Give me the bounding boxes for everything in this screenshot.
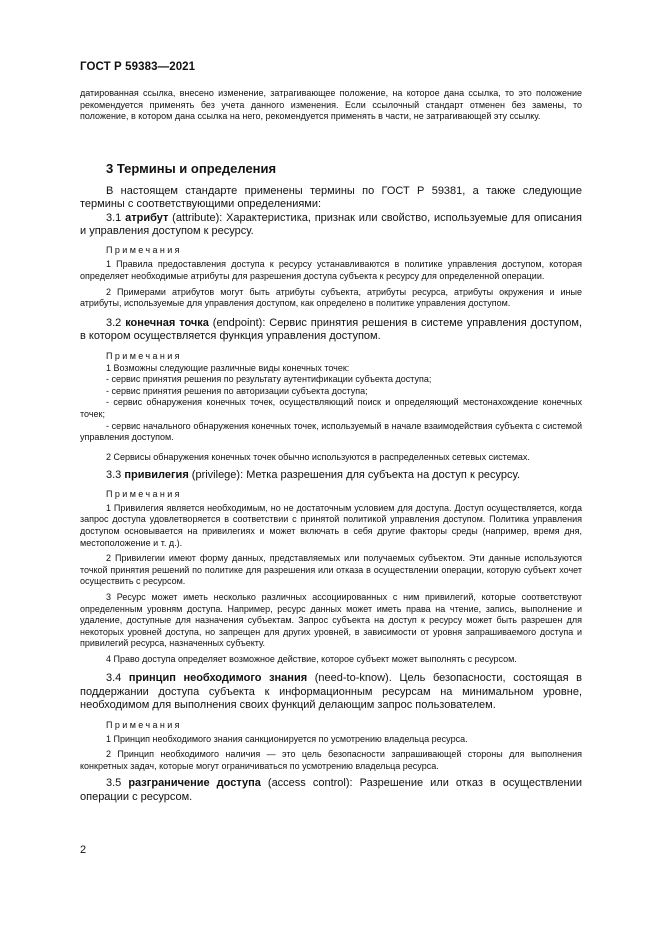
note: 4 Право доступа определяет возможное действие, которое субъект может выполнять с ресурсом. (106, 653, 517, 664)
note-list-item: - сервис обнаружения конечных точек, осуществляющий поиск и определяющий местонахождение конечных точек; (80, 397, 582, 419)
document-header: ГОСТ Р 59383—2021 (80, 61, 196, 73)
notes-label: Примечания (106, 488, 182, 499)
note-list-item: - сервис начального обнаружения конечных точек, используемый в начале взаимодействия субъекта с системой управления доступом. (80, 420, 582, 443)
term-number: 3.3 (106, 469, 122, 482)
term-number: 3.2 (106, 316, 122, 329)
term-name: принцип необходимого знания (128, 672, 308, 685)
section-intro: В настоящем стандарте применены термины по ГОСТ Р 59381, а также следующие термины с соответствующими определениями: (80, 184, 582, 211)
note: 2 Привилегии имеют форму данных, представляемых или получаемых субъектом. Эти данные используются точкой принятия решений по политике для разрешения или отказа в осуществлении операции, которую субъект хочет осуществить с ресурсом. (80, 553, 582, 587)
note: 2 Сервисы обнаружения конечных точек обычно используются в распределенных сетевых системах. (106, 451, 530, 462)
term-number: 3.5 (106, 777, 122, 790)
term-3-2 (80, 317, 582, 344)
page-content (80, 88, 582, 804)
page-number: 2 (80, 844, 87, 856)
note: 1 Возможны следующие различные виды конечных точек: (106, 362, 350, 373)
note: 3 Ресурс может иметь несколько различных ассоциированных с ним привилегий, которые соответствуют определенным уровням доступа. Например, ресурс данных может иметь права на чтение, запись, выполнение и удаление, доступные для назначения субъектам. Запрос субъекта на доступ к ресурсу может быть разрешен для некоторых уровней доступа, но запрещен для других уровней, в зависимости от уровня запрашиваемого доступа и привилегий ресурса, назначенных субъекту. (80, 591, 582, 649)
note-list-item: - сервис принятия решения по авторизации субъекта доступа; (106, 385, 368, 396)
notes-label: Примечания (106, 245, 182, 256)
term-definition: (privilege): Метка разрешения для субъекта на доступ к ресурсу. (188, 469, 521, 482)
term-3-1 (80, 212, 582, 239)
term-definition: (endpoint): Сервис принятия решения в системе управления доступом, в котором осуществляется функция управления доступом. (80, 316, 583, 343)
intro-continuation: датированная ссылка, внесено изменение, затрагивающее положение, на которое дана ссылка, то это положение рекомендуется применять без учета данного изменения. Если ссылочный стандарт отменен без замены, то положение, в котором дана ссылка на него, рекомендуется применять в части, не затрагивающей эту ссылку. (80, 88, 582, 122)
note: 2 Принцип необходимого наличия — это цель безопасности запрашивающей стороны для выполнения конкретных задач, которые могут ограничиваться по усмотрению владельца ресурса. (80, 749, 582, 771)
term-definition: (need-to-know). Цель безопасности, состоящая в поддержании доступа субъекта к информационным ресурсам на минимальном уровне, необходимом для выполнения своих функций делающим запрос пользователем. (80, 672, 583, 712)
term-number: 3.4 (106, 672, 122, 685)
term-3-3 (80, 469, 582, 482)
note-list-item: - сервис принятия решения по результату аутентификации субъекта доступа; (106, 374, 432, 385)
term-number: 3.1 (106, 211, 122, 224)
term-name: разграничение доступа (128, 777, 261, 790)
term-definition: (access control): Разрешение или отказ в осуществлении операции с ресурсом. (80, 777, 582, 803)
note: 1 Привилегия является необходимым, но не достаточным условием для доступа. Доступ осуществляется, когда запрос доступа удовлетворяется в соответствии с принятой политикой управления доступом. Политика управления доступом основывается на привилегиях и может включать в себя другие факторы среды (например, время дня, местоположение и т. д.). (80, 502, 582, 548)
term-3-5 (80, 777, 582, 804)
section-heading: 3 Термины и определения (106, 160, 277, 176)
term-name: атрибут (125, 211, 169, 224)
note: 1 Правила предоставления доступа к ресурсу устанавливаются в политике управления доступом, которая определяет необходимые атрибуты для разрешения доступа субъекта к ресурсу для определенной операции. (80, 259, 582, 281)
term-3-4 (80, 672, 582, 712)
term-name: конечная точка (125, 316, 209, 329)
note: 1 Принцип необходимого знания санкционируется по усмотрению владельца ресурса. (106, 733, 468, 744)
notes-label: Примечания (106, 350, 182, 361)
note: 2 Примерами атрибутов могут быть атрибуты субъекта, атрибуты ресурса, атрибуты окружения и иные атрибуты, используемые для управления доступом, как определено в политике управления доступом. (80, 286, 582, 309)
notes-label: Примечания (106, 719, 182, 730)
term-definition: (attribute): Характеристика, признак или свойство, используемые для описания и управления доступом к ресурсу. (80, 211, 582, 237)
term-name: привилегия (124, 469, 189, 482)
